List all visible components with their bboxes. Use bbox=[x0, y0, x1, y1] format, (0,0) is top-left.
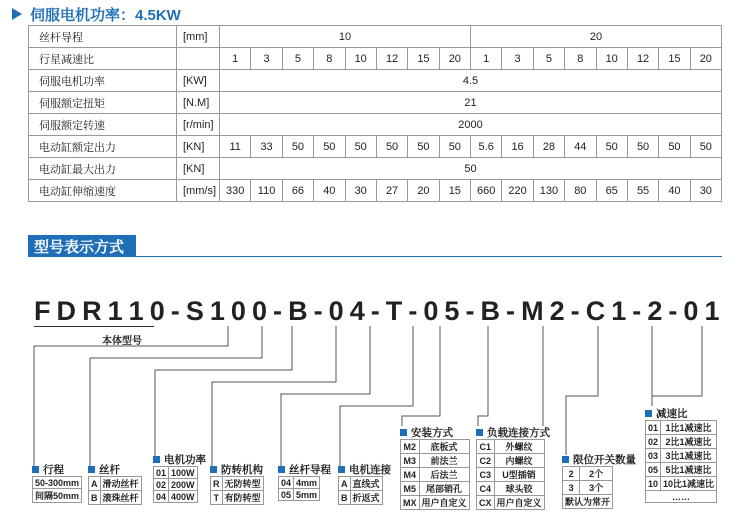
square-bullet-icon bbox=[476, 429, 483, 436]
square-bullet-icon bbox=[278, 466, 285, 473]
option-row bbox=[563, 495, 613, 509]
code-char: 1 bbox=[128, 295, 144, 326]
option-cell: 10比1减速比 bbox=[661, 477, 717, 491]
square-bullet-icon bbox=[400, 429, 407, 436]
spec-cell: 50 bbox=[439, 136, 470, 158]
code-char: 1 bbox=[611, 295, 627, 326]
spec-unit: [r/min] bbox=[177, 114, 220, 136]
spec-cell: 15 bbox=[439, 180, 470, 202]
option-row bbox=[33, 489, 82, 503]
code-char: R bbox=[82, 295, 102, 326]
square-bullet-icon bbox=[645, 410, 652, 417]
spec-cell: 55 bbox=[627, 180, 658, 202]
spec-label: 伺服额定转速 bbox=[29, 114, 177, 136]
option-cell: 04 bbox=[154, 491, 169, 503]
option-cell: 400W bbox=[169, 491, 198, 503]
option-cell: 滚珠丝杆 bbox=[100, 491, 141, 505]
option-cell: T bbox=[211, 491, 223, 505]
code-char: - bbox=[408, 295, 418, 326]
code-char: 0 bbox=[328, 295, 344, 326]
group-title bbox=[88, 462, 142, 476]
option-cell: B bbox=[89, 491, 101, 505]
option-row bbox=[279, 489, 320, 501]
code-char: - bbox=[170, 295, 180, 326]
group-title bbox=[400, 425, 470, 439]
option-table bbox=[32, 476, 82, 503]
spec-cell: 50 bbox=[282, 136, 313, 158]
spec-unit: [KW] bbox=[177, 70, 220, 92]
option-row bbox=[154, 467, 198, 479]
option-cell: 200W bbox=[169, 479, 198, 491]
option-cell: C2 bbox=[477, 454, 495, 468]
spec-cell: 5.6 bbox=[471, 136, 502, 158]
option-table bbox=[476, 439, 545, 510]
spec-cell: 660 bbox=[471, 180, 502, 202]
spec-span-cell: 50 bbox=[220, 158, 722, 180]
spec-cell: 12 bbox=[376, 48, 407, 70]
option-cell: A bbox=[89, 477, 101, 491]
group-title bbox=[562, 452, 636, 466]
option-cell: 03 bbox=[646, 449, 661, 463]
code-char: 1 bbox=[209, 295, 225, 326]
option-row bbox=[563, 481, 613, 495]
code-char: 0 bbox=[423, 295, 439, 326]
code-char: 0 bbox=[683, 295, 699, 326]
group-title bbox=[278, 462, 331, 476]
spec-cell: 27 bbox=[376, 180, 407, 202]
option-row bbox=[646, 421, 717, 435]
option-row bbox=[646, 435, 717, 449]
option-cell: 底板式 bbox=[419, 440, 469, 454]
option-row bbox=[646, 463, 717, 477]
option-cell: 3比1减速比 bbox=[661, 449, 717, 463]
option-cell: 直线式 bbox=[350, 477, 382, 491]
group-limit bbox=[562, 452, 636, 509]
code-char: C bbox=[585, 295, 606, 326]
group-title-text: 安装方式 bbox=[411, 426, 453, 439]
option-row bbox=[401, 468, 470, 482]
spec-cell: 11 bbox=[220, 136, 251, 158]
option-row bbox=[401, 496, 470, 510]
option-row bbox=[89, 491, 142, 505]
option-cell: 无防转型 bbox=[222, 477, 263, 491]
option-row bbox=[339, 491, 383, 505]
option-cell: 有防转型 bbox=[222, 491, 263, 505]
option-cell: 50-300mm bbox=[33, 477, 82, 489]
group-conn bbox=[338, 462, 391, 505]
option-cell: 外螺纹 bbox=[494, 440, 544, 454]
spec-unit: [KN] bbox=[177, 158, 220, 180]
spec-label: 伺服额定扭矩 bbox=[29, 92, 177, 114]
group-title-text: 丝杆导程 bbox=[289, 463, 331, 476]
code-char: T bbox=[385, 295, 403, 326]
group-mount bbox=[400, 425, 470, 510]
option-cell: 用户自定义 bbox=[494, 496, 544, 510]
code-char: B bbox=[288, 295, 308, 326]
code-char: - bbox=[313, 295, 323, 326]
option-cell: 05 bbox=[646, 463, 661, 477]
spec-cell: 3 bbox=[502, 48, 533, 70]
code-char: B bbox=[480, 295, 501, 326]
option-row bbox=[646, 477, 717, 491]
option-cell: C3 bbox=[477, 468, 495, 482]
option-cell: 内螺纹 bbox=[494, 454, 544, 468]
option-row bbox=[279, 477, 320, 489]
group-title bbox=[210, 462, 264, 476]
code-char: 0 bbox=[149, 295, 165, 326]
option-row bbox=[563, 467, 613, 481]
option-cell: 04 bbox=[279, 477, 294, 489]
spec-cell: 40 bbox=[659, 180, 690, 202]
option-cell: M3 bbox=[401, 454, 420, 468]
spec-cell: 5 bbox=[533, 48, 564, 70]
code-char: 2 bbox=[549, 295, 565, 326]
option-table bbox=[153, 466, 198, 503]
option-cell: 100W bbox=[169, 467, 198, 479]
code-char: - bbox=[632, 295, 642, 326]
option-row bbox=[401, 440, 470, 454]
option-cell: 5mm bbox=[294, 489, 320, 501]
option-table bbox=[400, 439, 470, 510]
spec-cell: 330 bbox=[220, 180, 251, 202]
option-cell: 滑动丝杆 bbox=[100, 477, 141, 491]
option-cell: 3个 bbox=[580, 481, 613, 495]
spec-cell: 30 bbox=[345, 180, 376, 202]
spec-cell: 110 bbox=[251, 180, 282, 202]
spec-cell: 50 bbox=[314, 136, 345, 158]
spec-span-cell: 2000 bbox=[220, 114, 722, 136]
option-cell: U型插销 bbox=[494, 468, 544, 482]
option-cell: 1比1减速比 bbox=[661, 421, 717, 435]
spec-label: 电动缸伸缩速度 bbox=[29, 180, 177, 202]
code-char: 4 bbox=[349, 295, 365, 326]
spec-cell: 80 bbox=[565, 180, 596, 202]
spec-cell: 20 bbox=[408, 180, 439, 202]
group-title bbox=[645, 406, 717, 420]
spec-cell: 8 bbox=[565, 48, 596, 70]
code-char: 0 bbox=[230, 295, 246, 326]
group-screw bbox=[88, 462, 142, 505]
option-cell: C4 bbox=[477, 482, 495, 496]
option-row bbox=[211, 477, 264, 491]
option-table bbox=[210, 476, 264, 505]
heading-text: 伺服电机功率：4.5KW bbox=[30, 6, 181, 24]
spec-cell: 50 bbox=[376, 136, 407, 158]
group-ratio bbox=[645, 406, 717, 503]
spec-cell: 44 bbox=[565, 136, 596, 158]
code-char: - bbox=[273, 295, 283, 326]
option-cell: 用户自定义 bbox=[419, 496, 469, 510]
option-row bbox=[89, 477, 142, 491]
option-cell: 05 bbox=[279, 489, 294, 501]
code-char: - bbox=[570, 295, 580, 326]
group-title bbox=[153, 452, 206, 466]
option-cell: 02 bbox=[154, 479, 169, 491]
body-model-label: 本体型号 bbox=[102, 336, 142, 347]
option-cell: R bbox=[211, 477, 223, 491]
spec-cell: 50 bbox=[627, 136, 658, 158]
option-cell: …… bbox=[646, 491, 717, 503]
option-cell: 5比1减速比 bbox=[661, 463, 717, 477]
spec-cell: 10 bbox=[596, 48, 627, 70]
spec-label: 电动缸最大出力 bbox=[29, 158, 177, 180]
spec-cell: 65 bbox=[596, 180, 627, 202]
option-cell: 默认为常开 bbox=[563, 495, 613, 509]
spec-cell: 20 bbox=[439, 48, 470, 70]
spec-label: 伺服电机功率 bbox=[29, 70, 177, 92]
spec-label: 行星减速比 bbox=[29, 48, 177, 70]
spec-cell: 12 bbox=[627, 48, 658, 70]
spec-cell: 20 bbox=[690, 48, 721, 70]
spec-span-cell: 4.5 bbox=[220, 70, 722, 92]
option-table bbox=[562, 466, 613, 509]
option-cell: C1 bbox=[477, 440, 495, 454]
spec-cell: 50 bbox=[659, 136, 690, 158]
square-bullet-icon bbox=[562, 456, 569, 463]
group-title-text: 防转机构 bbox=[221, 463, 263, 476]
spec-cell: 50 bbox=[690, 136, 721, 158]
spec-cell: 1 bbox=[471, 48, 502, 70]
option-row bbox=[154, 479, 198, 491]
option-row bbox=[477, 496, 545, 510]
code-char: 5 bbox=[444, 295, 460, 326]
spec-unit: [mm/s] bbox=[177, 180, 220, 202]
square-bullet-icon bbox=[88, 466, 95, 473]
option-row bbox=[211, 491, 264, 505]
code-char: 1 bbox=[107, 295, 123, 326]
spec-cell: 10 bbox=[345, 48, 376, 70]
option-row bbox=[477, 440, 545, 454]
spec-cell: 28 bbox=[533, 136, 564, 158]
spec-cell: 50 bbox=[408, 136, 439, 158]
option-cell: 4mm bbox=[294, 477, 320, 489]
option-cell: M2 bbox=[401, 440, 420, 454]
option-cell: 前法兰 bbox=[419, 454, 469, 468]
code-char: S bbox=[185, 295, 204, 326]
spec-label: 丝杆导程 bbox=[29, 26, 177, 48]
option-cell: 3 bbox=[563, 481, 580, 495]
option-table bbox=[88, 476, 142, 505]
spec-cell: 33 bbox=[251, 136, 282, 158]
spec-cell: 16 bbox=[502, 136, 533, 158]
option-cell: MX bbox=[401, 496, 420, 510]
option-table bbox=[278, 476, 320, 501]
option-row bbox=[154, 491, 198, 503]
code-char: - bbox=[465, 295, 475, 326]
code-char: 0 bbox=[251, 295, 268, 326]
option-row bbox=[401, 482, 470, 496]
spec-unit: [N.M] bbox=[177, 92, 220, 114]
spec-label: 电动缸额定出力 bbox=[29, 136, 177, 158]
option-cell: 2比1减速比 bbox=[661, 435, 717, 449]
option-cell: M4 bbox=[401, 468, 420, 482]
group-title-text: 减速比 bbox=[656, 407, 688, 420]
square-bullet-icon bbox=[153, 456, 160, 463]
code-char: 2 bbox=[647, 295, 663, 326]
option-cell: 后法兰 bbox=[419, 468, 469, 482]
group-title-text: 电机连接 bbox=[349, 463, 391, 476]
option-cell: A bbox=[339, 477, 351, 491]
group-load bbox=[476, 425, 550, 510]
code-char: M bbox=[521, 295, 544, 326]
group-lead bbox=[278, 462, 331, 501]
option-cell: M5 bbox=[401, 482, 420, 496]
group-title-text: 行程 bbox=[43, 463, 64, 476]
spec-cell: 5 bbox=[282, 48, 313, 70]
spec-cell: 30 bbox=[690, 180, 721, 202]
option-cell: B bbox=[339, 491, 351, 505]
group-motor bbox=[153, 452, 206, 503]
spec-cell: 15 bbox=[408, 48, 439, 70]
code-char: D bbox=[56, 295, 77, 326]
option-row bbox=[477, 482, 545, 496]
spec-cell: 40 bbox=[314, 180, 345, 202]
option-table bbox=[645, 420, 717, 503]
group-title bbox=[476, 425, 550, 439]
spec-cell: 130 bbox=[533, 180, 564, 202]
group-title-text: 限位开关数量 bbox=[573, 453, 636, 466]
spec-cell: 15 bbox=[659, 48, 690, 70]
spec-span-cell: 21 bbox=[220, 92, 722, 114]
group-antirot bbox=[210, 462, 264, 505]
group-title-text: 电机功率 bbox=[164, 453, 206, 466]
option-table bbox=[338, 476, 383, 505]
group-title bbox=[32, 462, 82, 476]
spec-unit: [mm] bbox=[177, 26, 220, 48]
square-bullet-icon bbox=[210, 466, 217, 473]
spec-cell: 66 bbox=[282, 180, 313, 202]
option-cell: 球头铰 bbox=[494, 482, 544, 496]
code-char: - bbox=[370, 295, 380, 326]
option-cell: 间隔50mm bbox=[33, 489, 82, 503]
option-row bbox=[477, 454, 545, 468]
spec-cell: 8 bbox=[314, 48, 345, 70]
option-cell: 02 bbox=[646, 435, 661, 449]
spec-group-cell: 20 bbox=[471, 26, 722, 48]
square-bullet-icon bbox=[338, 466, 345, 473]
option-row bbox=[401, 454, 470, 468]
spec-cell: 3 bbox=[251, 48, 282, 70]
spec-cell: 220 bbox=[502, 180, 533, 202]
code-char: - bbox=[506, 295, 516, 326]
square-bullet-icon bbox=[32, 466, 39, 473]
code-char: - bbox=[668, 295, 678, 326]
option-cell: 01 bbox=[154, 467, 169, 479]
code-char: 1 bbox=[704, 295, 720, 326]
spec-cell: 50 bbox=[345, 136, 376, 158]
model-banner: 型号表示方式 bbox=[28, 235, 136, 257]
spec-cell: 1 bbox=[220, 48, 251, 70]
option-cell: 2 bbox=[563, 467, 580, 481]
option-cell: 2个 bbox=[580, 467, 613, 481]
option-row bbox=[33, 477, 82, 489]
option-cell: 10 bbox=[646, 477, 661, 491]
group-stroke bbox=[32, 462, 82, 503]
option-row bbox=[339, 477, 383, 491]
group-title bbox=[338, 462, 391, 476]
option-row bbox=[646, 449, 717, 463]
option-row bbox=[477, 468, 545, 482]
option-cell: 尾部销孔 bbox=[419, 482, 469, 496]
option-cell: 01 bbox=[646, 421, 661, 435]
spec-unit: [KN] bbox=[177, 136, 220, 158]
option-cell: 折返式 bbox=[350, 491, 382, 505]
spec-cell: 50 bbox=[596, 136, 627, 158]
group-title-text: 丝杆 bbox=[99, 463, 120, 476]
group-title-text: 负载连接方式 bbox=[487, 426, 550, 439]
spec-group-cell: 10 bbox=[220, 26, 471, 48]
option-cell: CX bbox=[477, 496, 495, 510]
code-char: F bbox=[34, 295, 51, 326]
option-row bbox=[646, 491, 717, 503]
